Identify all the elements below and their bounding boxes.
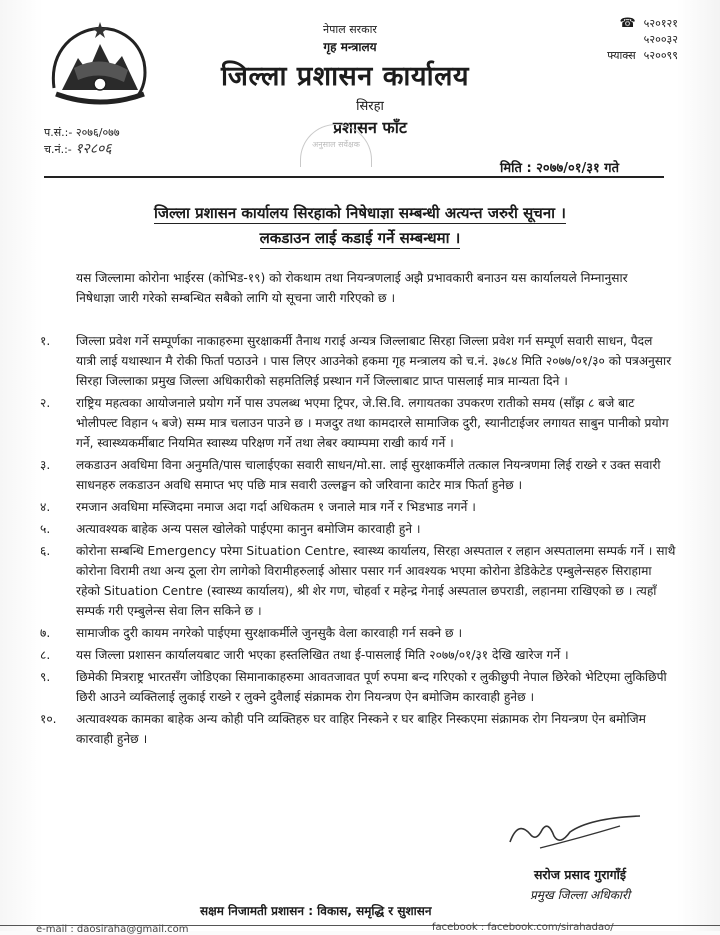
list-item <box>40 497 676 517</box>
item-text: सामाजीक दुरी कायम नगरेको पाईएमा सुरक्षाकर्मीले जुनसुकै वेला कारवाही गर्न सक्ने छ । <box>76 626 463 640</box>
office-seal-stamp: अनुसाल सर्वेक्षक <box>300 124 372 167</box>
item-number: २. <box>40 396 51 410</box>
item-number: १. <box>40 334 51 348</box>
handwritten-signature <box>500 812 650 856</box>
list-item <box>40 331 676 391</box>
subject-line-1-text: जिल्ला प्रशासन कार्यालय सिरहाको निषेधाज्ञा सम्बन्धी अत्यन्त जरुरी सूचना । <box>154 204 566 222</box>
subject-line-1 <box>0 203 720 223</box>
reference-block <box>44 124 120 158</box>
section-label: प्रशासन फाँट <box>333 118 407 137</box>
list-item <box>40 667 676 707</box>
list-item <box>40 709 676 749</box>
ps-value: २०७६/०७७ <box>75 126 120 139</box>
office-title: जिल्ला प्रशासन कार्यालय <box>220 61 470 92</box>
item-number: ४. <box>40 500 51 514</box>
ministry-label: गृह मन्त्रालय <box>323 40 377 54</box>
date-line: मिति : २०७७/०१/३१ गते <box>500 161 619 176</box>
list-item <box>40 393 676 453</box>
item-text: जिल्ला प्रवेश गर्ने सम्पूर्णका नाकाहरुमा सुरक्षाकर्मी तैनाथ गराई अन्यत्र जिल्लाबाट सिरहा जिल्ला प्रवेश गर्न सम्पूर्ण सवारी साधन, पैदल यात्री लाई यथास्थान मै रोकी फिर्ता पठाउने । पास लिएर आउनेको हकमा गृह मन्त्रालय को च.नं. ३७८४ मिति २०७७/०१/३० को पत्रअनुसार सिरहा जिल्लाका प्रमुख जिल्ला अधिकारीको सहमतिलिई प्रस्थान गर्ने जिल्लाबाट प्राप्त पासलाई मात्र मान्यता दिने । <box>76 334 672 388</box>
item-text: अत्यावश्यक कामका बाहेक अन्य कोही पनि व्यक्तिहरु घर वाहिर निस्कने र घर बाहिर निस्कएमा संक्रामक रोग नियन्त्रण ऐन बमोजिम कारवाही हुनेछ । <box>76 712 646 746</box>
district-label: सिरहा <box>356 99 384 114</box>
list-item <box>40 519 676 539</box>
cn-label: च.नं.:- <box>44 143 76 156</box>
item-text: अत्यावश्यक बाहेक अन्य पसल खोलेको पाईएमा कानुन बमोजिम कारवाही हुने । <box>76 522 421 536</box>
signer-name: सरोज प्रसाद गुरागाँई <box>533 867 627 882</box>
footer-facebook: facebook : facebook.com/sirahadao/ <box>432 922 614 933</box>
list-item <box>40 455 676 495</box>
government-label: नेपाल सरकार <box>323 23 377 36</box>
phone-number-1: ५२०१२१ <box>643 17 678 30</box>
item-text: कोरोना सम्बन्धि Emergency परेमा Situation Centre, स्वास्थ्य कार्यालय, सिरहा अस्पताल र लहान अस्पतालमा सम्पर्क गर्ने । साथै कोरोना विरामी तथा अन्य ठूला रोग लागेको विरामीहरुलाई ओसार पसार गर्न आवश्यक भएमा कोरोना डेडिकेटेड एम्बुलेन्सहरु सिराहामा रहेको Situation Centre (स्वास्थ्य कार्यालय), श्री शेर गण, चोहर्वा र महेन्द्र गेनाई अस्पताल छपराडी, लहानमा राखिएको छ । त्यहाँ सम्पर्क गरी एम्बुलेन्स सेवा लिन सकिने छ । <box>76 544 676 618</box>
header-divider <box>44 176 664 178</box>
directive-list <box>40 331 676 751</box>
item-text: छिमेकी मित्रराष्ट्र भारतसँग जोडिएका सिमानाकाहरुमा आवतजावत पूर्ण रुपमा बन्द गरिएको र लुकीछुपी नेपाल छिरेको भेटिएमा लुकिछिपी छिरी आउने व्यक्तिलाई लुकाई राख्ने र लुक्ने दुवैलाई संक्रामक रोग नियन्त्रण ऐन बमोजिम कारवाही हुनेछ । <box>76 670 667 704</box>
subject-line-2 <box>0 228 720 248</box>
footer-motto: सक्षम निजामती प्रशासन : विकास, समृद्धि र सुशासन <box>200 904 432 918</box>
fax-number: ५२००९९ <box>643 49 678 62</box>
item-number: १०. <box>40 712 57 726</box>
item-text: लकडाउन अवधिमा विना अनुमति/पास चालाईएका सवारी साधन/मो.सा. लाई सुरक्षाकर्मीले तत्काल नियन्त्रणमा लिई राख्ने र उक्त सवारी साधनहरु लकडाउन अवधि समाप्त भए पछि मात्र सवारी उल्लङ्घन को जरिवाना काटेर मात्र फिर्ता हुनेछ । <box>76 458 661 492</box>
cn-value: १२८०६ <box>75 141 112 157</box>
item-number: ७. <box>40 626 51 640</box>
item-text: राष्ट्रिय महत्वका आयोजनाले प्रयोग गर्ने पास उपलब्ध भएमा ट्रिपर, जे.सि.वि. लगायतका उपकरण रातीको समय (साँझ ८ बजे बाट भोलीपल्ट विहान ५ बजे) सम्म मात्र चलाउन पाउने छ । मजदुर तथा कामदारले सामाजिक दुरी, स्यानीटाईजर लगायत साबुन पानीको प्रयोग गर्ने, स्वास्थ्यकर्मीबाट नियमित स्वास्थ्य परिक्षण गर्ने तथा लेबर क्याम्पमा राखी कार्य गर्ने । <box>76 396 669 450</box>
ps-row <box>44 124 120 141</box>
contact-block <box>538 16 678 64</box>
item-text: यस जिल्ला प्रशासन कार्यालयबाट जारी भएका हस्तलिखित तथा ई-पासलाई मिति २०७७/०१/३१ देखि खारेज गर्ने । <box>76 648 569 662</box>
fax-row <box>538 48 678 64</box>
phone-row-2 <box>538 32 678 48</box>
list-item <box>40 541 676 621</box>
item-number: ६. <box>40 544 51 558</box>
phone-icon: ☎ <box>619 16 636 31</box>
item-text: रमजान अवधिमा मस्जिदमा नमाज अदा गर्दा अधिकतम १ जनाले मात्र गर्ने र भिडभाड नगर्ने । <box>76 500 476 514</box>
phone-number-2: ५२००३२ <box>643 33 678 46</box>
fax-label: फ्याक्स <box>607 49 636 62</box>
item-number: ९. <box>40 670 51 684</box>
ps-label: प.सं.:- <box>44 126 76 139</box>
signer-designation: प्रमुख जिल्ला अधिकारी <box>529 888 631 902</box>
list-item <box>40 623 676 643</box>
list-item <box>40 645 676 665</box>
subject-line-2-text: लकडाउन लाई कडाई गर्ने सम्बन्धमा । <box>259 229 461 247</box>
cn-row <box>44 141 120 158</box>
footer-email: e-mail : daosiraha@gmail.com <box>36 924 189 935</box>
item-number: ३. <box>40 458 51 472</box>
phone-row <box>538 16 678 32</box>
item-number: ८. <box>40 648 51 662</box>
intro-paragraph: यस जिल्लामा कोरोना भाईरस (कोभिड-१९) को रोकथाम तथा नियन्त्रणलाई अझै प्रभावकारी बनाउन यस कार्यालयले निम्नानुसार निषेधाज्ञा जारी गरेको सम्बन्धित सबैको लागि यो सूचना जारी गरिएको छ । <box>76 271 628 305</box>
item-number: ५. <box>40 522 51 536</box>
